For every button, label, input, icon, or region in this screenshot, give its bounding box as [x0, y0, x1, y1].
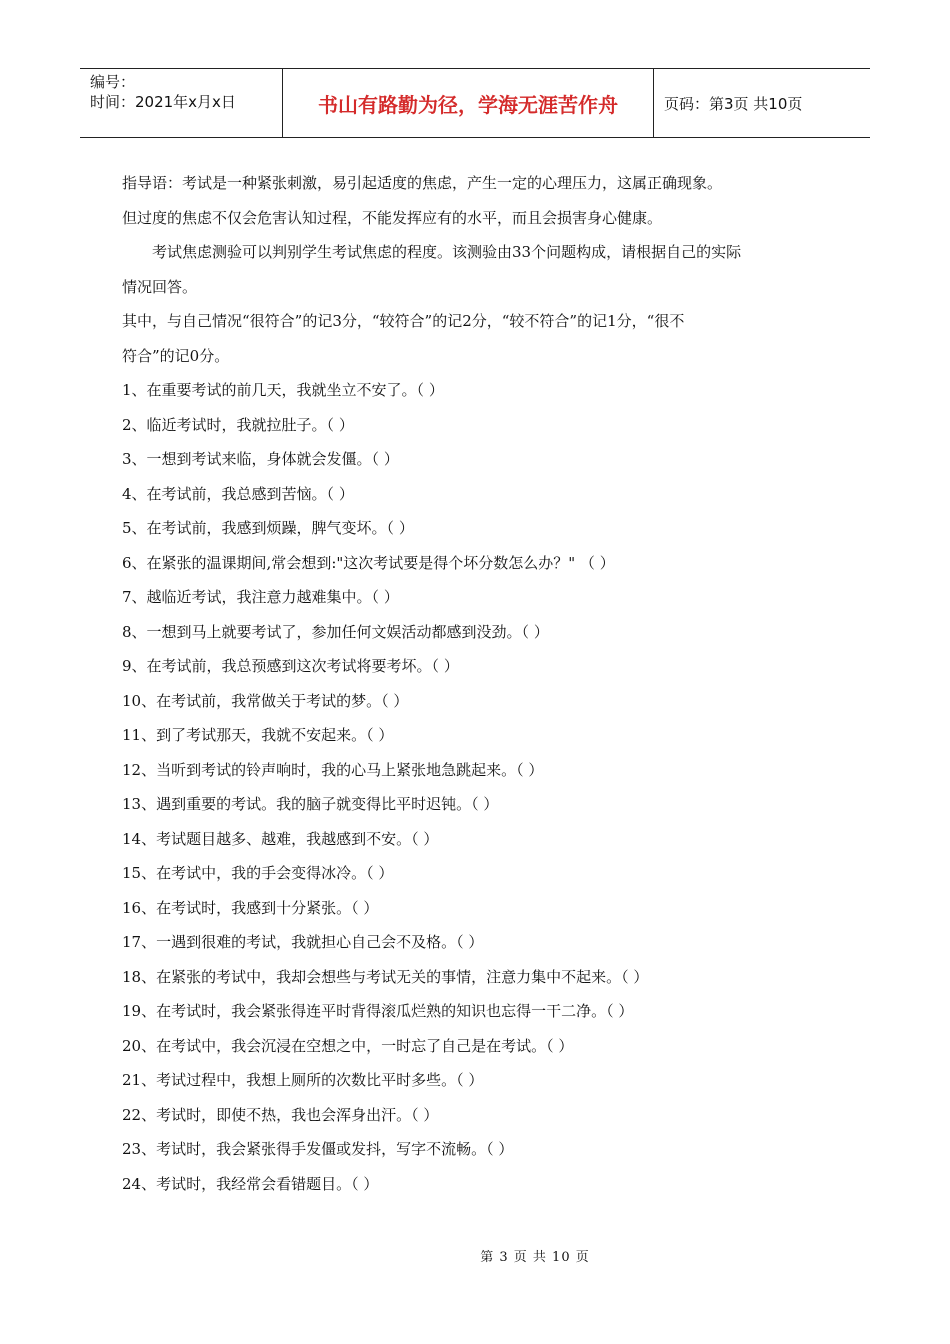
- question-item: 1、在重要考试的前几天，我就坐立不安了。（ ）: [122, 381, 444, 399]
- question-item: 22、考试时，即使不热，我也会浑身出汗。（ ）: [122, 1105, 439, 1124]
- question-item: 21、考试过程中，我想上厕所的次数比平时多些。（ ）: [122, 1071, 484, 1089]
- question-item: 11、到了考试那天，我就不安起来。（ ）: [122, 726, 394, 744]
- header-meta: [80, 69, 282, 137]
- question-item: 6、在紧张的温课期间,常会想到:"这次考试要是得个坏分数怎么办？" （ ）: [122, 553, 615, 572]
- question-item: 9、在考试前，我总预感到这次考试将要考坏。（ ）: [122, 657, 459, 675]
- question-item: 24、考试时，我经常会看错题目。（ ）: [122, 1174, 379, 1193]
- question-item: 19、在考试时，我会紧张得连平时背得滚瓜烂熟的知识也忘得一干二净。（ ）: [122, 1002, 634, 1020]
- page-header: [80, 68, 870, 138]
- intro-line: 指导语：考试是一种紧张刺激，易引起适度的焦虑，产生一定的心理压力，这属正确现象。: [122, 174, 723, 192]
- question-item: 7、越临近考试，我注意力越难集中。（ ）: [122, 588, 399, 606]
- intro-line: 符合”的记0分。: [122, 346, 230, 365]
- intro-line: 考试焦虑测验可以判别学生考试焦虑的程度。该测验由33个问题构成，请根据自己的实际: [152, 243, 742, 261]
- header-page-indicator: 页码：第3页 共10页: [664, 94, 803, 113]
- question-item: 8、一想到马上就要考试了，参加任何文娱活动都感到没劲。（ ）: [122, 622, 549, 641]
- question-item: 17、一遇到很难的考试，我就担心自己会不及格。（ ）: [122, 933, 484, 951]
- question-item: 20、在考试中，我会沉浸在空想之中，一时忘了自己是在考试。（ ）: [122, 1036, 574, 1055]
- question-item: 12、当听到考试的铃声响时，我的心马上紧张地急跳起来。（ ）: [122, 760, 544, 779]
- question-item: 5、在考试前，我感到烦躁，脾气变坏。（ ）: [122, 519, 414, 537]
- question-item: 15、在考试中，我的手会变得冰冷。（ ）: [122, 864, 394, 882]
- question-item: 2、临近考试时，我就拉肚子。（ ）: [122, 415, 354, 434]
- question-item: 16、在考试时，我感到十分紧张。（ ）: [122, 898, 379, 917]
- question-item: 3、一想到考试来临，身体就会发僵。（ ）: [122, 450, 399, 468]
- header-slogan: 书山有路勤为径，学海无涯苦作舟: [282, 69, 654, 137]
- document-time-label: 时间：2021年x月x日: [90, 93, 236, 111]
- question-item: 4、在考试前，我总感到苦恼。（ ）: [122, 484, 354, 503]
- page-footer: 第 3 页 共 10 页: [480, 1250, 590, 1265]
- question-item: 14、考试题目越多、越难，我越感到不安。（ ）: [122, 829, 439, 848]
- question-item: 18、在紧张的考试中，我却会想些与考试无关的事情，注意力集中不起来。（ ）: [122, 967, 649, 986]
- question-item: 23、考试时，我会紧张得手发僵或发抖，写字不流畅。（ ）: [122, 1140, 514, 1158]
- intro-line: 其中，与自己情况“很符合”的记3分，“较符合”的记2分，“较不符合”的记1分，“很不: [122, 312, 685, 330]
- intro-line: 但过度的焦虑不仅会危害认知过程，不能发挥应有的水平，而且会损害身心健康。: [122, 208, 663, 227]
- intro-line: 情况回答。: [122, 277, 198, 296]
- document-body: [122, 166, 822, 1201]
- question-item: 13、遇到重要的考试。我的脑子就变得比平时迟钝。（ ）: [122, 795, 499, 813]
- document-number-label: 编号：: [90, 73, 136, 91]
- question-item: 10、在考试前，我常做关于考试的梦。（ ）: [122, 691, 409, 710]
